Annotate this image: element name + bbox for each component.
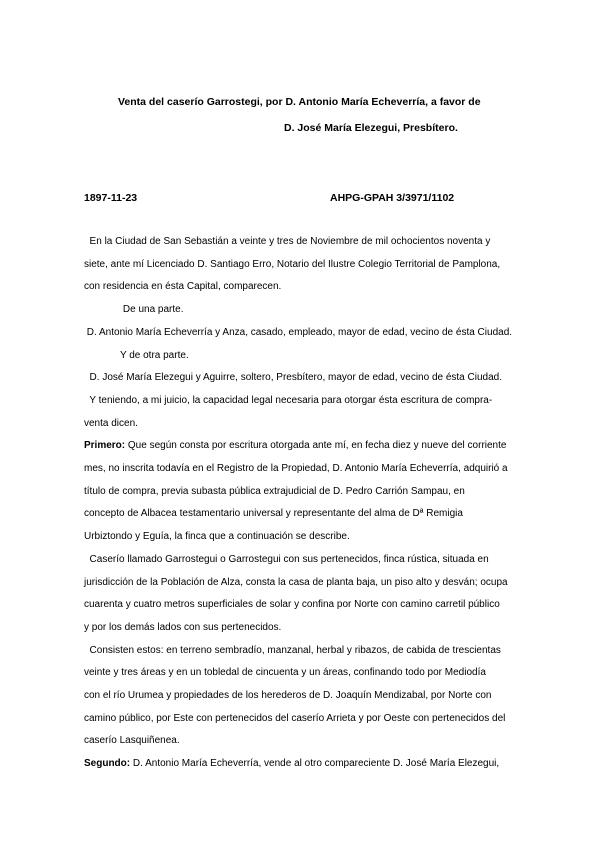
body-line	[84, 440, 506, 451]
body-line	[84, 463, 508, 474]
body-line	[84, 304, 184, 315]
body-line-text: En la Ciudad de San Sebastián a veinte y tres de Noviembre de mil ochocientos noventa y	[84, 236, 491, 247]
body-line-text: D. José María Elezegui y Aguirre, soltero, Presbítero, mayor de edad, vecino de ésta Ciudad.	[84, 372, 502, 384]
body-line	[84, 486, 465, 497]
body-line	[84, 577, 508, 588]
body-line-text: camino público, por Este con pertenecidos del caserío Arrieta y por Oeste con pertenecidos del	[84, 712, 506, 724]
section-heading: Primero:	[84, 440, 126, 452]
body-line-text: cuarenta y cuatro metros superficiales de solar y confina por Norte con camino carretil público	[84, 599, 500, 611]
body-line-text: Caserío llamado Garrostegui o Garrostegui con sus pertenecidos, finca rústica, situada en	[84, 553, 489, 565]
body-line-text: jurisdicción de la Población de Alza, consta la casa de planta baja, un piso alto y desván; ocupa	[84, 576, 508, 588]
body-line	[84, 735, 180, 746]
body-line-text: caserío Lasquiñenea.	[84, 735, 180, 747]
body-line-text: veinte y tres áreas y en un tobledal de cincuenta y un áreas, confinando todo por Mediodía	[84, 667, 486, 679]
body-line-text: con residencia en ésta Capital, comparecen.	[84, 281, 282, 293]
body-line	[84, 236, 490, 247]
document-title-line-1: Venta del caserío Garrostegi, por D. Antonio María Echeverría, a favor de	[118, 96, 481, 108]
document-title-line-2: D. José María Elezegui, Presbítero.	[284, 122, 458, 134]
document-date: 1897-11-23	[84, 192, 138, 204]
body-line	[84, 281, 281, 292]
body-line	[84, 554, 489, 565]
body-line-text: Consisten estos: en terreno sembradío, manzanal, herbal y ribazos, de cabida de trescientas	[84, 644, 501, 656]
body-line-text: Urbiztondo y Eguía, la finca que a continuación se describe.	[84, 531, 350, 543]
body-line-text: Y de otra parte.	[84, 349, 189, 361]
body-line-text: Que según consta por escritura otorgada ante mí, en fecha diez y nueve del corriente	[125, 440, 507, 452]
body-line-text: De una parte.	[84, 304, 184, 316]
body-line-text: siete, ante mí Licenciado D. Santiago Erro, Notario del Ilustre Colegio Territorial de Pamplona,	[84, 258, 501, 270]
body-line	[84, 372, 502, 383]
document-reference: AHPG-GPAH 3/3971/1102	[330, 192, 455, 204]
body-line	[84, 645, 501, 656]
body-line-text: y por los demás lados con sus pertenecidos.	[84, 621, 282, 633]
body-line	[84, 350, 189, 361]
body-line	[84, 418, 138, 429]
body-line-text: venta dicen.	[84, 417, 138, 429]
body-line	[84, 259, 500, 270]
body-line-text: título de compra, previa subasta pública extrajudicial de D. Pedro Carrión Sampau, en	[84, 485, 465, 497]
body-line	[84, 758, 499, 769]
body-line-text: mes, no inscrita todavía en el Registro de la Propiedad, D. Antonio María Echeverría, adquirió a	[84, 463, 508, 474]
section-heading: Segundo:	[84, 758, 131, 770]
body-line	[84, 599, 500, 610]
body-line	[84, 667, 486, 678]
body-line	[84, 622, 281, 633]
body-line-text: con el río Urumea y propiedades de los herederos de D. Joaquín Mendizabal, por Norte con	[84, 690, 492, 701]
body-line-text: D. Antonio María Echeverría y Anza, casado, empleado, mayor de edad, vecino de ésta Ciudad.	[84, 326, 513, 338]
body-line	[84, 327, 512, 338]
body-line	[84, 508, 463, 519]
body-line-text: Y teniendo, a mi juicio, la capacidad legal necesaria para otorgar ésta escritura de compra-	[84, 394, 493, 406]
body-line-text: D. Antonio María Echeverría, vende al otro compareciente D. José María Elezegui,	[130, 758, 500, 770]
body-line	[84, 690, 491, 701]
body-line	[84, 713, 505, 724]
body-line	[84, 395, 492, 406]
body-line	[84, 531, 350, 542]
body-line-text: concepto de Albacea testamentario universal y representante del alma de Dª Remigia	[84, 508, 463, 520]
